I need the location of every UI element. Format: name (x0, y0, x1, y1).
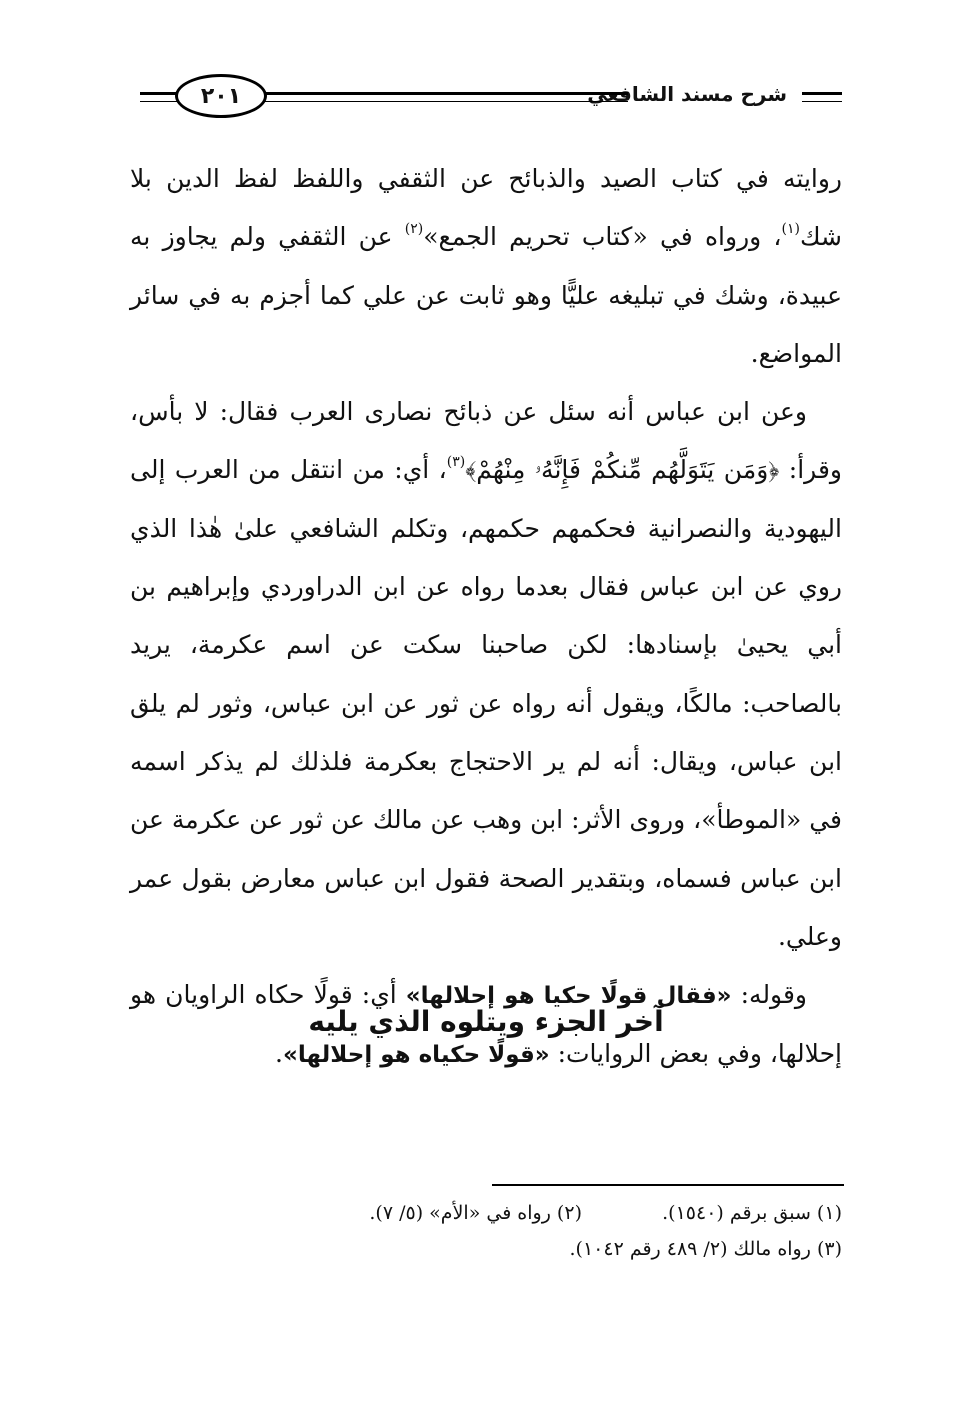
paragraph-3-text-c: . (275, 1039, 283, 1069)
footnote-separator (492, 1184, 844, 1186)
quoted-phrase-1: «فقال قولًا حكيا هو إحلالها» (405, 983, 732, 1010)
header-rule-right (802, 92, 842, 95)
main-text (130, 150, 842, 1085)
paragraph-3-text-a: وقوله: (731, 980, 807, 1010)
footnote-ref-3: (٣) (446, 454, 466, 471)
quoted-phrase-2: «قولًا حكياه هو إحلالها» (282, 1042, 550, 1069)
paragraph-1 (130, 150, 842, 383)
paragraph-3-text-b: أي: قولًا حكاه الراويان هو إحلالها، وفي بعض الروايات: (130, 980, 842, 1069)
paragraph-2-text-a: وعن ابن عباس أنه سئل عن ذبائح نصارى العرب فقال: لا بأس، وقرأ: (130, 397, 842, 485)
footnote-1: (١) سبق برقم (١٥٤٠). (662, 1202, 842, 1224)
header-rule-middle-thin (258, 101, 628, 102)
footnote-row-1 (130, 1195, 842, 1231)
page-number-ornament (175, 74, 267, 118)
quran-verse: ﴿وَمَن يَتَوَلَّهُم مِّنكُمْ فَإِنَّهُۥ مِنْهُمْ﴾ (465, 455, 780, 485)
page-number: ٢٠١ (200, 83, 242, 109)
footnote-2: (٢) رواه في «الأم» (٥/ ٧). (369, 1202, 582, 1224)
paragraph-1-text-c: عن الثقفي ولم يجاوز به عبيدة، وشك في تبليغه عليًّا وهو ثابت عن علي كما أجزم به في سائر المواضع. (130, 222, 842, 368)
paragraph-1-text-b: ، ورواه في «كتاب تحريم الجمع» (423, 222, 782, 252)
footnote-3: (٣) رواه مالك (٢/ ٤٨٩ رقم ١٠٤٢). (569, 1238, 842, 1260)
header-rule-left-thin (140, 101, 180, 102)
header-rule-left (140, 92, 180, 95)
paragraph-2 (130, 383, 842, 966)
header-rule-right-thin (802, 101, 842, 102)
closing-line: آخر الجزء ويتلوه الذي يليه (308, 1005, 664, 1038)
book-title: شرح مسند الشافعي (587, 82, 787, 106)
footnote-row-2 (130, 1231, 842, 1267)
header-rule-middle (258, 92, 628, 95)
footnotes (130, 1195, 842, 1267)
page-header (130, 68, 842, 128)
paragraph-2-text-b: ، أي: من انتقل من العرب إلى اليهودية والنصرانية فحكمهم حكمهم، وتكلم الشافعي علىٰ هٰذا الذي روي عن ابن عباس فقال بعدما رواه عن ابن الدراوردي وإبراهيم بن أبي يحيىٰ بإسنادها: لكن صاحبنا سكت عن اسم عكرمة، يريد بالصاحب: مالكًا، ويقول أنه رواه عن ثور عن ابن عباس، وثور لم يلق ابن عباس، ويقال: أنه لم ير الاحتجاج بعكرمة فلذلك لم يذكر اسمه في «الموطأ»، وروى الأثر: ابن وهب عن مالك عن ثور عن عكرمة عن ابن عباس فسماه، وبتقدير الصحة فقول ابن عباس معارض بقول عمر وعلي. (130, 455, 842, 951)
footnote-ref-2: (٢) (404, 221, 424, 238)
paragraph-1-text-a: روايته في كتاب الصيد والذبائح عن الثقفي واللفظ لفظ الدين بلا شك (130, 164, 842, 252)
footnote-ref-1: (١) (781, 221, 800, 238)
